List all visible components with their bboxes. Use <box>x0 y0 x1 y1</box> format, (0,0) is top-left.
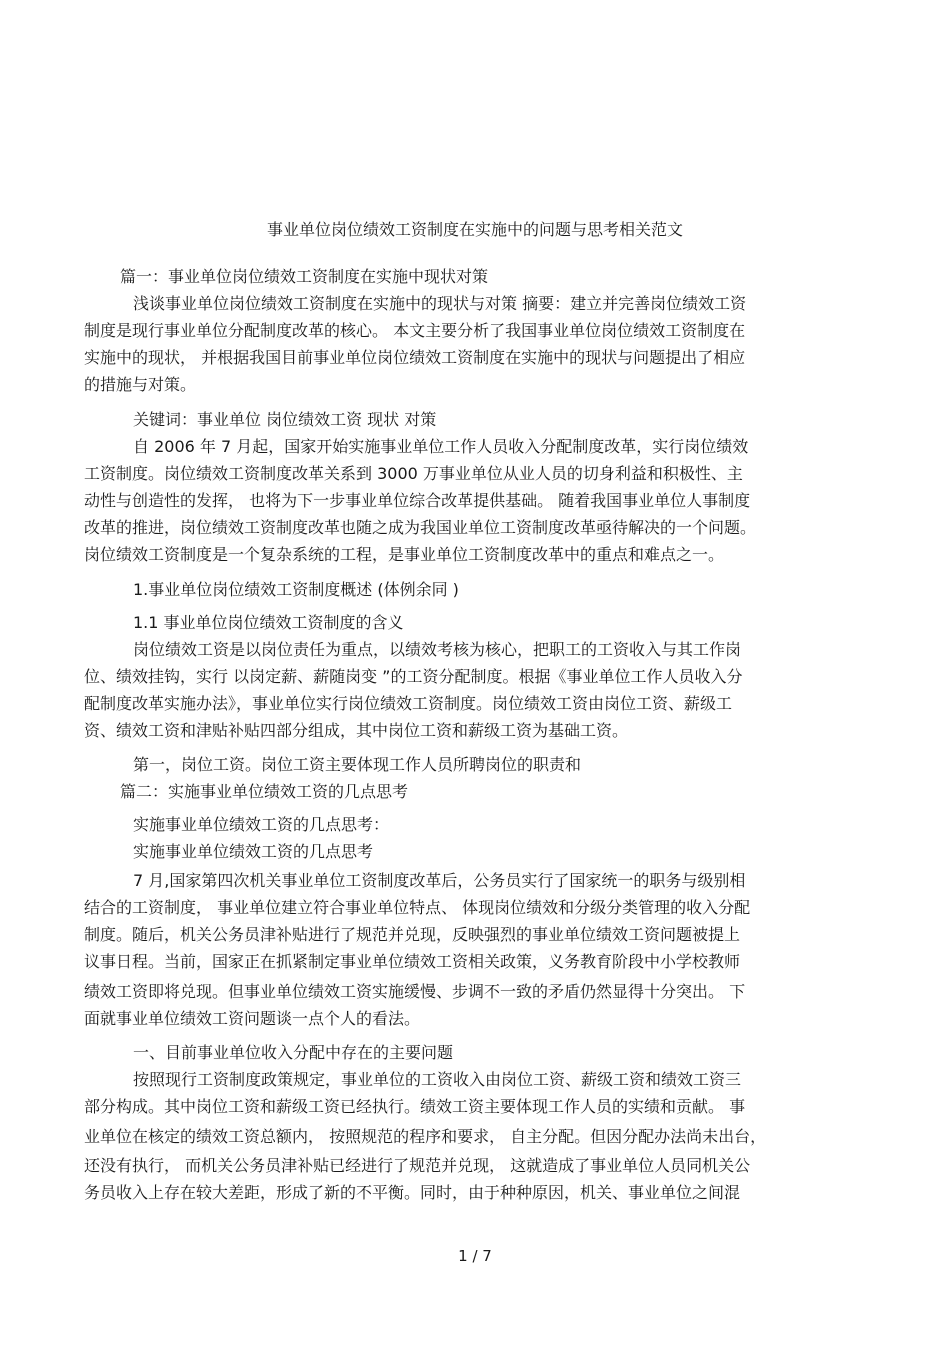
text-line: 改革的推进，岗位绩效工资制度改革也随之成为我国业单位工资制度改革亟待解决的一个问题。 <box>84 518 757 537</box>
text-line: 结合的工资制度， 事业单位建立符合事业单位特点、 体现岗位绩效和分级分类管理的收入分配 <box>84 898 751 917</box>
text-line: 资、绩效工资和津贴补贴四部分组成，其中岗位工资和薪级工资为基础工资。 <box>84 721 629 740</box>
section-heading: 一、目前事业单位收入分配中存在的主要问题 <box>133 1043 454 1062</box>
text-line: 部分构成。其中岗位工资和薪级工资已经执行。绩效工资主要体现工作人员的实绩和贡献。 事 <box>84 1097 746 1116</box>
text-line: 制度是现行事业单位分配制度改革的核心。 本文主要分析了我国事业单位岗位绩效工资制度在 <box>84 321 746 340</box>
text-line: 岗位绩效工资是以岗位责任为重点，以绩效考核为核心，把职工的工资收入与其工作岗 <box>133 640 742 659</box>
keywords-line: 关键词：事业单位 岗位绩效工资 现状 对策 <box>133 410 437 429</box>
text-line: 第一，岗位工资。岗位工资主要体现工作人员所聘岗位的职责和 <box>133 755 582 774</box>
text-line: 务员收入上存在较大差距，形成了新的不平衡。同时，由于种种原因，机关、事业单位之间混 <box>84 1183 741 1202</box>
text-line: 浅谈事业单位岗位绩效工资制度在实施中的现状与对策 摘要：建立并完善岗位绩效工资 <box>133 294 747 313</box>
text-line: 议事日程。当前，国家正在抓紧制定事业单位绩效工资相关政策，义务教育阶段中小学校教师 <box>84 952 741 971</box>
text-line: 还没有执行， 而机关公务员津补贴已经进行了规范并兑现， 这就造成了事业单位人员同机关公 <box>84 1156 751 1175</box>
text-line: 实施中的现状， 并根据我国目前事业单位岗位绩效工资制度在实施中的现状与问题提出了相应 <box>84 348 746 367</box>
text-line: 的措施与对策。 <box>84 375 197 394</box>
text-line: 面就事业单位绩效工资问题谈一点个人的看法。 <box>84 1009 421 1028</box>
text-line: 7 月,国家第四次机关事业单位工资制度改革后，公务员实行了国家统一的职务与级别相 <box>133 871 746 890</box>
text-line: 岗位绩效工资制度是一个复杂系统的工程，是事业单位工资制度改革中的重点和难点之一。 <box>84 545 725 564</box>
text-line: 按照现行工资制度政策规定，事业单位的工资收入由岗位工资、薪级工资和绩效工资三 <box>133 1070 742 1089</box>
section-heading: 篇二：实施事业单位绩效工资的几点思考 <box>120 782 409 801</box>
text-line: 配制度改革实施办法》，事业单位实行岗位绩效工资制度。岗位绩效工资由岗位工资、薪级工 <box>84 694 733 713</box>
text-line: 动性与创造性的发挥， 也将为下一步事业单位综合改革提供基础。 随着我国事业单位人事制度 <box>84 491 751 510</box>
text-line: 实施事业单位绩效工资的几点思考： <box>133 815 390 834</box>
subsection-heading: 1.1 事业单位岗位绩效工资制度的含义 <box>133 613 404 632</box>
page-number: 1 / 7 <box>458 1247 492 1265</box>
text-line: 实施事业单位绩效工资的几点思考 <box>133 842 374 861</box>
text-line: 位、绩效挂钩，实行 以岗定薪、薪随岗变 ”的工资分配制度。根据《事业单位工作人员收入分 <box>84 667 743 686</box>
text-line: 自 2006 年 7 月起，国家开始实施事业单位工作人员收入分配制度改革，实行岗位绩效 <box>133 437 749 456</box>
text-line: 业单位在核定的绩效工资总额内， 按照规范的程序和要求， 自主分配。但因分配办法尚未出台， <box>84 1127 767 1146</box>
text-line: 绩效工资即将兑现。但事业单位绩效工资实施缓慢、步调不一致的矛盾仍然显得十分突出。 下 <box>84 982 746 1001</box>
text-line: 制度。随后，机关公务员津补贴进行了规范并兑现，反映强烈的事业单位绩效工资问题被提上 <box>84 925 741 944</box>
document-title: 事业单位岗位绩效工资制度在实施中的问题与思考相关范文 <box>266 220 683 239</box>
text-line: 工资制度。岗位绩效工资制度改革关系到 3000 万事业单位从业人员的切身利益和积极性、主 <box>84 464 743 483</box>
section-heading: 篇一：事业单位岗位绩效工资制度在实施中现状对策 <box>120 267 489 286</box>
section-heading: 1.事业单位岗位绩效工资制度概述 (体例余同 ) <box>133 580 459 599</box>
